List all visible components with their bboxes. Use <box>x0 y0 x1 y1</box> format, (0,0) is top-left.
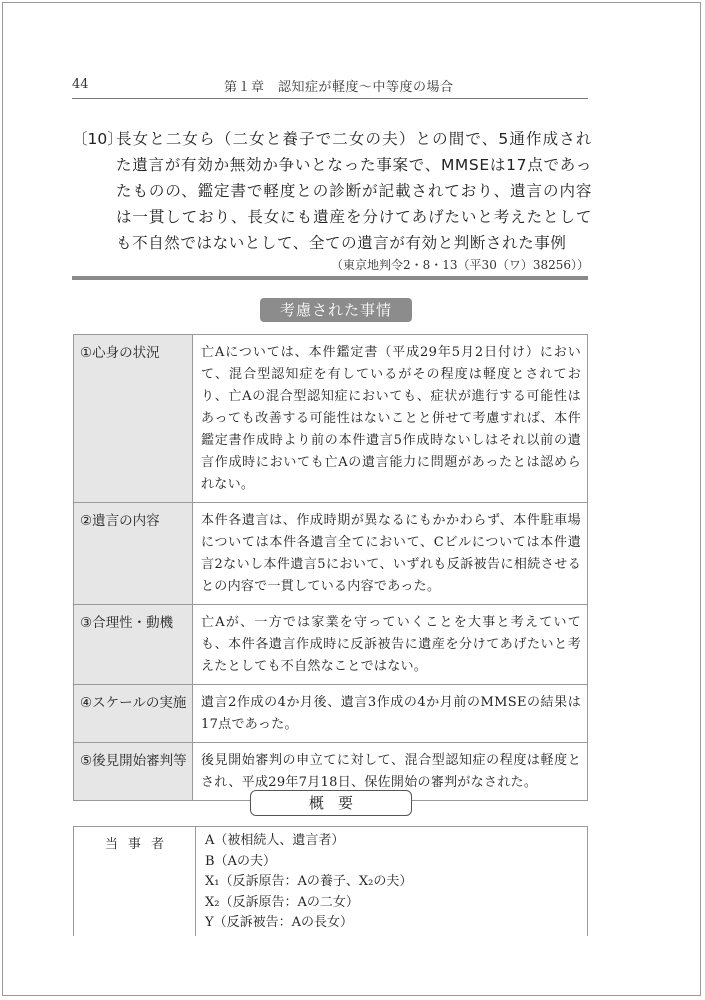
list-item: X₁（反訴原告：Aの養子、X₂の夫） <box>205 874 413 889</box>
list-item: B（Aの夫） <box>205 853 276 869</box>
page-number: 44 <box>72 77 89 92</box>
factor-label: ①心身の状況 <box>74 335 193 503</box>
factor-text: 亡Aについては、本件鑑定書（平成29年5月2日付け）において、混合型認知症を有しているがその程度は軽度とされており、亡Aの混合型認知症においても、症状が進行する可能性はあっても改善する可能性はないことと併せて考慮すれば、本件鑑定書作成時より前の本件遺言5作成時ないしはそれ以前の遺言作成時においても亡Aの遺言能力に問題があったとは認められない。 <box>193 335 588 503</box>
factor-text: 本件各遺言は、作成時期が異なるにもかかわらず、本件駐車場については本件各遺言全てにおいて、Cビルについては本件遺言2ないし本件遺言5において、いずれも反訴被告に相続させるとの内容で一貫している内容であった。 <box>193 503 588 605</box>
factor-label: ④スケールの実施 <box>74 685 193 743</box>
case-number: 〔10〕 <box>72 130 123 148</box>
parties-label: 当事者 <box>74 827 196 936</box>
case-summary <box>72 126 592 256</box>
page-header <box>72 74 588 99</box>
case-citation: （東京地判令2・8・13（平30（ワ）38256）） <box>331 258 589 272</box>
factor-text: 亡Aが、一方では家業を守っていくことを大事と考えていても、本件各遺言作成時に反訴被告に遺産を分けてあげたいと考えたとしても不自然なことではない。 <box>193 605 588 685</box>
table-row <box>74 685 588 743</box>
considered-facts-table <box>73 334 588 801</box>
factor-label: ③合理性・動機 <box>74 605 193 685</box>
list-item: Y（反訴被告：Aの長女） <box>205 915 353 930</box>
list-item: A（被相続人、遺言者） <box>205 833 345 848</box>
factor-label: ⑤後見開始審判等 <box>74 743 193 801</box>
parties-table <box>73 826 588 936</box>
overview-heading: 概要 <box>250 790 412 816</box>
list-item: X₂（反訴原告：Aの二女） <box>205 894 359 910</box>
factor-text: 遺言2作成の4か月後、遺言3作成の4か月前のMMSEの結果は17点であった。 <box>193 685 588 743</box>
table-row <box>74 605 588 685</box>
table-row <box>74 335 588 503</box>
running-title: 第１章 認知症が軽度～中等度の場合 <box>224 80 454 95</box>
section-divider <box>72 276 588 280</box>
factor-label: ②遺言の内容 <box>74 503 193 605</box>
parties-list <box>205 831 412 934</box>
table-row <box>74 503 588 605</box>
considered-facts-heading: 考慮された事情 <box>260 298 412 322</box>
case-summary-text: 長女と二女ら（二女と養子で二女の夫）との間で、5通作成された遺言が有効か無効か争いとなった事案で、MMSEは17点であったものの、鑑定書で軽度との診断が記載されており、遺言の内容は一貫しており、長女にも遺産を分けてあげたいと考えたとしても不自然ではないとして、全ての遺言が有効と判断された事例 <box>116 130 592 252</box>
factor-text: 後見開始審判の申立てに対して、混合型認知症の程度は軽度とされ、平成29年7月18日、保佐開始の審判がなされた。 <box>193 743 588 801</box>
